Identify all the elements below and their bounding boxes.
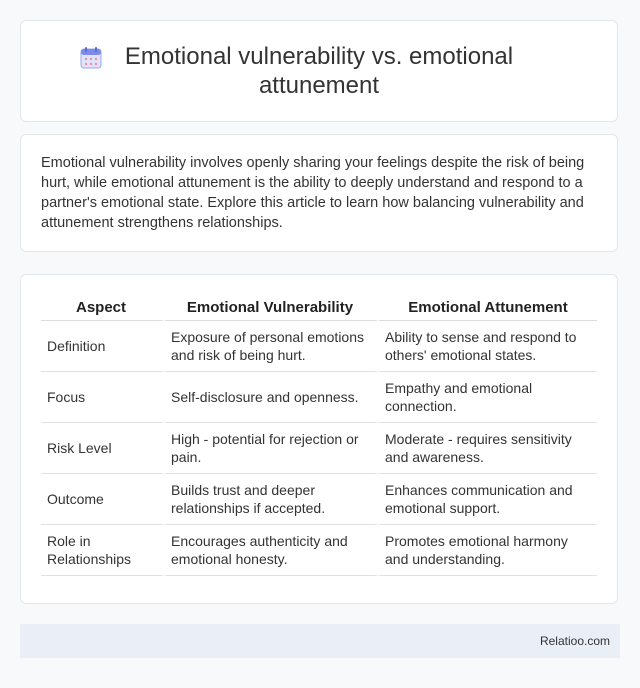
intro-text: Emotional vulnerability involves openly sharing your feelings despite the risk of being hurt, while emotional attunement is the ability to deeply understand and respond to a partner's emotional state. Explore this article to learn how balancing vulnerability and attunement strengthens relationships. [41, 155, 585, 231]
title-wrap [79, 42, 559, 100]
footer [20, 624, 620, 658]
comparison-table [41, 293, 597, 576]
column-header: Aspect [41, 293, 165, 321]
footer-brand[interactable]: Relatioo.com [539, 634, 610, 648]
table-row [41, 474, 597, 525]
table-cell: High - potential for rejection or pain. [165, 423, 379, 474]
table-cell: Builds trust and deeper relationships if accepted. [165, 474, 379, 525]
table-cell: Risk Level [41, 423, 165, 474]
table-header-row [41, 293, 597, 321]
table-cell: Empathy and emotional connection. [379, 372, 597, 423]
table-cell: Promotes emotional harmony and understanding. [379, 525, 597, 576]
column-header: Emotional Attunement [379, 293, 597, 321]
table-row [41, 423, 597, 474]
table-card [20, 274, 618, 604]
table-cell: Moderate - requires sensitivity and awareness. [379, 423, 597, 474]
table-cell: Self-disclosure and openness. [165, 372, 379, 423]
table-row [41, 372, 597, 423]
table-row [41, 525, 597, 576]
table-cell: Ability to sense and respond to others' emotional states. [379, 321, 597, 372]
table-row [41, 321, 597, 372]
table-cell: Role in Relationships [41, 525, 165, 576]
column-header: Emotional Vulnerability [165, 293, 379, 321]
title-card [20, 20, 618, 122]
table-cell: Focus [41, 372, 165, 423]
table-cell: Outcome [41, 474, 165, 525]
table-cell: Encourages authenticity and emotional honesty. [165, 525, 379, 576]
calendar-icon [79, 46, 103, 70]
table-cell: Exposure of personal emotions and risk of being hurt. [165, 321, 379, 372]
intro-card [20, 134, 618, 252]
table-cell: Definition [41, 321, 165, 372]
page-title: Emotional vulnerability vs. emotional attunement [124, 43, 514, 99]
table-cell: Enhances communication and emotional support. [379, 474, 597, 525]
